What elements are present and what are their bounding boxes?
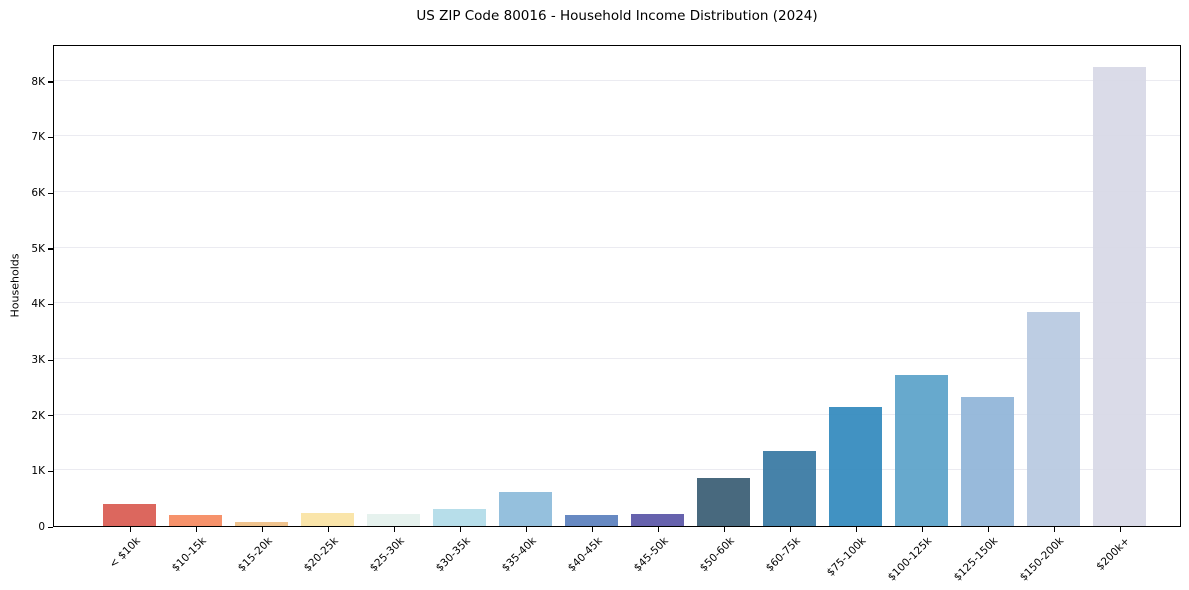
bar-$100-125k	[895, 375, 948, 526]
y-tick-label-7K: 7K	[31, 131, 45, 144]
x-tick-label-text: $45-50k	[631, 535, 671, 575]
bar-$200k+	[1093, 67, 1146, 526]
x-tick-mark-$20-25k	[328, 527, 329, 532]
plot-area	[53, 45, 1181, 527]
y-tick-mark-3K	[48, 360, 53, 361]
x-tick-label-text: $75-100k	[824, 535, 869, 579]
x-tick-mark-$10-15k	[196, 527, 197, 532]
y-tick-label-6K: 6K	[31, 187, 45, 200]
x-tick-mark-< $10k	[130, 527, 131, 532]
y-tick-label-2K: 2K	[31, 409, 45, 422]
y-tick-label-8K: 8K	[31, 75, 45, 88]
gridline-7K	[54, 135, 1180, 136]
x-tick-mark-$45-50k	[658, 527, 659, 532]
x-tick-mark-$35-40k	[526, 527, 527, 532]
x-tick-label-text: $125-150k	[951, 535, 1001, 584]
bar-$10-15k	[169, 515, 222, 526]
bar-$75-100k	[829, 407, 882, 526]
x-tick-mark-$125-150k	[988, 527, 989, 532]
x-tick-label-text: $35-40k	[499, 535, 539, 575]
bar-< $10k	[103, 504, 156, 526]
x-tick-label-text: $200k+	[1094, 535, 1133, 573]
x-tick-mark-$15-20k	[262, 527, 263, 532]
bar-$35-40k	[499, 492, 552, 527]
bar-$60-75k	[763, 451, 816, 526]
x-tick-mark-$30-35k	[460, 527, 461, 532]
x-tick-label-text: $150-200k	[1017, 535, 1067, 584]
y-tick-mark-8K	[48, 81, 53, 82]
y-tick-mark-7K	[48, 137, 53, 138]
x-tick-label-text: $25-30k	[367, 535, 407, 575]
y-tick-label-4K: 4K	[31, 298, 45, 311]
bar-$125-150k	[961, 397, 1014, 526]
x-tick-mark-$150-200k	[1054, 527, 1055, 532]
gridline-3K	[54, 358, 1180, 359]
x-tick-label-text: $15-20k	[235, 535, 275, 575]
x-tick-mark-$200k+	[1120, 527, 1121, 532]
x-tick-mark-$60-75k	[790, 527, 791, 532]
x-tick-mark-$75-100k	[856, 527, 857, 532]
gridline-4K	[54, 302, 1180, 303]
bar-$45-50k	[631, 514, 684, 526]
x-tick-label-text: $100-125k	[885, 535, 935, 584]
x-tick-label-text: $40-45k	[565, 535, 605, 575]
bar-$50-60k	[697, 478, 750, 526]
y-tick-mark-0	[48, 527, 53, 528]
y-tick-label-5K: 5K	[31, 242, 45, 255]
gridline-8K	[54, 80, 1180, 81]
bar-$40-45k	[565, 515, 618, 526]
y-tick-label-1K: 1K	[31, 465, 45, 478]
y-tick-label-0: 0	[38, 521, 45, 533]
x-tick-label-text: $60-75k	[763, 535, 803, 575]
y-tick-mark-4K	[48, 304, 53, 305]
y-axis-label: Households	[8, 253, 22, 318]
bar-$15-20k	[235, 522, 288, 526]
x-tick-label-text: < $10k	[106, 535, 143, 571]
x-tick-mark-$40-45k	[592, 527, 593, 532]
gridline-5K	[54, 247, 1180, 248]
x-tick-label-text: $30-35k	[433, 535, 473, 575]
y-tick-label-3K: 3K	[31, 354, 45, 367]
y-tick-mark-1K	[48, 471, 53, 472]
x-tick-mark-$50-60k	[724, 527, 725, 532]
chart-title: US ZIP Code 80016 - Household Income Distribution (2024)	[416, 8, 818, 24]
x-tick-mark-$100-125k	[922, 527, 923, 532]
bar-$150-200k	[1027, 312, 1080, 526]
y-tick-mark-6K	[48, 193, 53, 194]
x-tick-mark-$25-30k	[394, 527, 395, 532]
bar-$20-25k	[301, 513, 354, 526]
y-tick-mark-2K	[48, 415, 53, 416]
gridline-6K	[54, 191, 1180, 192]
x-tick-label-text: $10-15k	[169, 535, 209, 575]
bar-$25-30k	[367, 514, 420, 526]
y-tick-mark-5K	[48, 248, 53, 249]
x-tick-label-text: $50-60k	[697, 535, 737, 575]
x-tick-label-text: $20-25k	[301, 535, 341, 575]
bar-$30-35k	[433, 509, 486, 526]
